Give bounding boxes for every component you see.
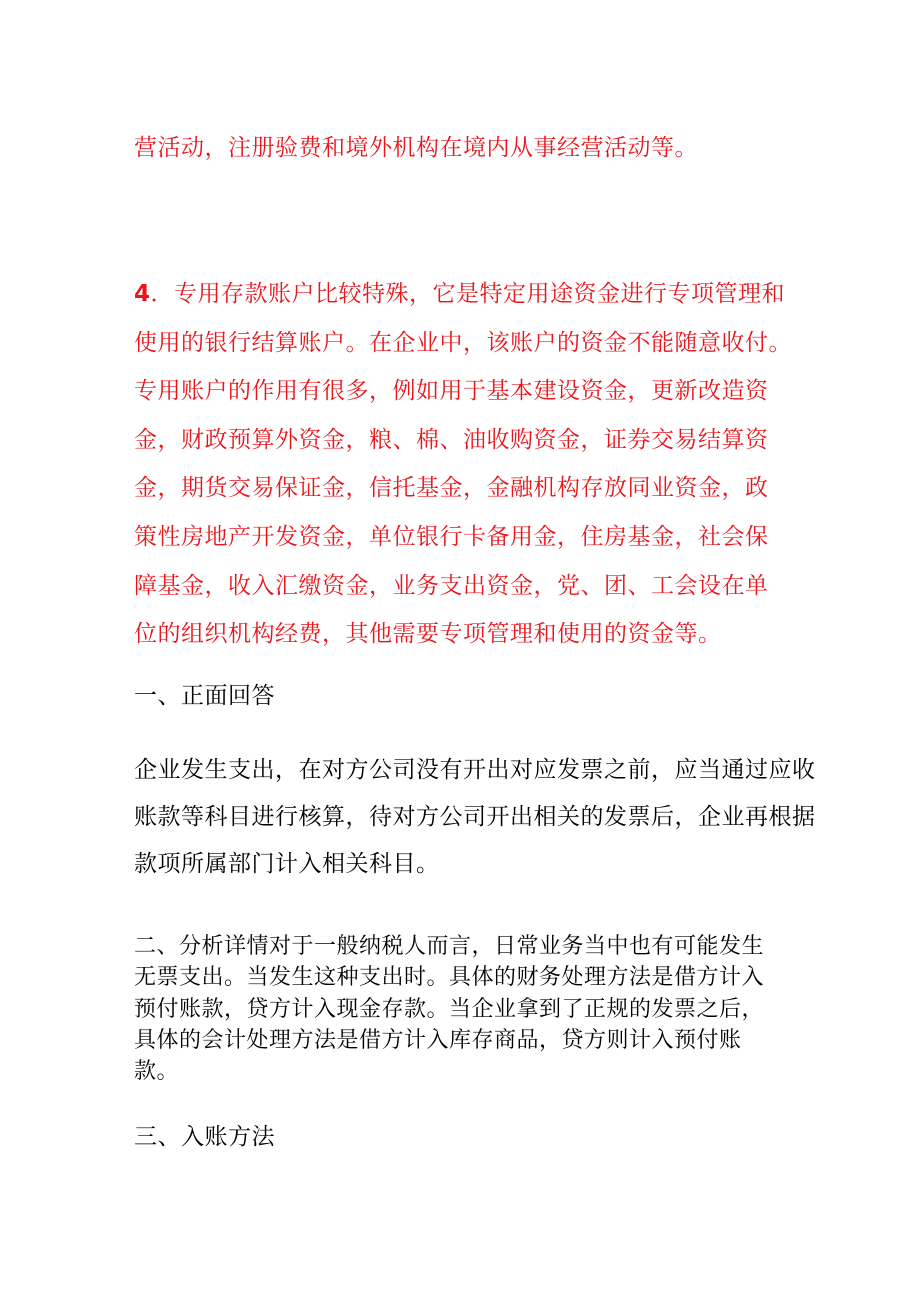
paragraph-line: 营活动，注册验费和境外机构在境内从事经营活动等。 — [134, 135, 698, 161]
paragraph-line — [134, 270, 804, 319]
paragraph-line: 障基金，收入汇缴资金，业务支出资金，党、团、工会设在单 — [134, 572, 769, 599]
paragraph-line: 策性房地产开发资金，单位银行卡备用金，住房基金，社会保 — [134, 523, 769, 550]
heading-text: 一、正面回答 — [134, 683, 275, 709]
answer-paragraph — [134, 747, 816, 888]
paragraph-line: 企业发生支出，在对方公司没有开出对应发票之前，应当通过应收 — [134, 757, 816, 783]
paragraph-line-text: ．专用存款账户比较特殊，它是特定用途资金进行专项管理和 — [150, 281, 786, 307]
paragraph-line: 二、分析详情对于一般纳税人而言，日常业务当中也有可能发生 — [134, 934, 765, 959]
paragraph-line: 账款等科目进行核算，待对方公司开出相关的发票后，企业再根据 — [134, 804, 816, 830]
paragraph-line: 款。 — [134, 1059, 180, 1085]
paragraph-line: 金，期货交易保证金，信托基金，金融机构存放同业资金，政 — [134, 475, 769, 502]
continuation-paragraph — [134, 132, 804, 164]
paragraph-line: 款项所属部门计入相关科目。 — [134, 851, 440, 877]
paragraph-line: 无票支出。当发生这种支出时。具体的财务处理方法是借方计入 — [134, 965, 765, 991]
paragraph-line: 使用的银行结算账户。在企业中，该账户的资金不能随意收付。 — [134, 329, 792, 356]
paragraph-line: 预付账款，贷方计入现金存款。当企业拿到了正规的发票之后， — [134, 996, 765, 1022]
item-number: 4 — [134, 281, 151, 307]
special-account-paragraph — [134, 270, 804, 659]
analysis-paragraph — [134, 931, 804, 1087]
section-heading-direct-answer — [134, 680, 804, 712]
paragraph-line: 专用账户的作用有很多，例如用于基本建设资金，更新改造资 — [134, 378, 769, 405]
section-heading-entry-method — [134, 1121, 804, 1153]
heading-text: 三、入账方法 — [134, 1124, 275, 1150]
paragraph-line: 具体的会计处理方法是借方计入库存商品，贷方则计入预付账 — [134, 1027, 742, 1053]
paragraph-line: 金，财政预算外资金，粮、棉、油收购资金，证券交易结算资 — [134, 426, 769, 453]
paragraph-line: 位的组织机构经费，其他需要专项管理和使用的资金等。 — [134, 621, 722, 648]
